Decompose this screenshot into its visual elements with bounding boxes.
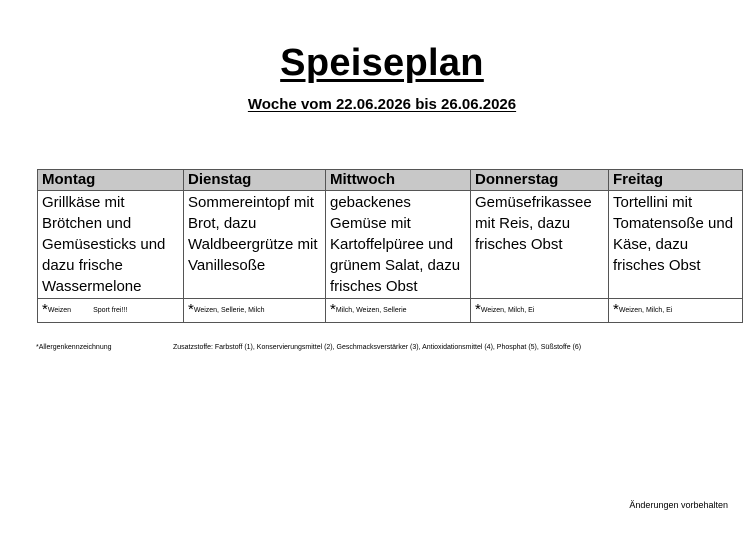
- menu-table: [37, 169, 743, 323]
- meal-thursday: Gemüsefrikassee mit Reis, dazu frisches Obst: [471, 191, 609, 299]
- day-header-tuesday: Dienstag: [184, 170, 326, 191]
- allergen-marker: *: [613, 301, 619, 318]
- meal-tuesday: Sommereintopf mit Brot, dazu Waldbeergrütze mit Vanillesoße: [184, 191, 326, 299]
- allergen-marker: *: [42, 301, 48, 318]
- meal-wednesday: gebackenes Gemüse mit Kartoffelpüree und grünem Salat, dazu frisches Obst: [326, 191, 471, 299]
- allergens-monday: [38, 299, 184, 323]
- day-header-wednesday: Mittwoch: [326, 170, 471, 191]
- allergen-marker: *: [188, 301, 194, 318]
- page-title: Speiseplan: [280, 42, 484, 84]
- allergens-tuesday: [184, 299, 326, 323]
- meal-friday: Tortellini mit Tomatensoße und Käse, dazu frisches Obst: [609, 191, 743, 299]
- allergen-list: Weizen, Milch, Ei: [618, 307, 673, 314]
- allergen-row: [38, 299, 743, 323]
- allergen-marker: *: [330, 301, 336, 318]
- allergens-wednesday: [326, 299, 471, 323]
- meal-row: [38, 191, 743, 299]
- week-range: Woche vom 22.06.2026 bis 26.06.2026: [247, 96, 517, 113]
- allergen-legend: *Allergenkennzeichnung: [36, 344, 112, 351]
- changes-note: Änderungen vorbehalten: [629, 500, 728, 510]
- sport-note: Sport frei!!!: [93, 307, 128, 314]
- allergen-marker: *: [475, 301, 481, 318]
- allergen-list: Weizen, Milch, Ei: [480, 307, 535, 314]
- day-header-friday: Freitag: [609, 170, 743, 191]
- allergens-thursday: [471, 299, 609, 323]
- meal-monday: Grillkäse mit Brötchen und Gemüsesticks und dazu frische Wassermelone: [38, 191, 184, 299]
- additives-legend: Zusatzstoffe: Farbstoff (1), Konservierungsmittel (2), Geschmacksverstärker (3), Antioxidationsmittel (4), Phosphat (5), Süßstoffe (6): [173, 344, 582, 351]
- day-header-thursday: Donnerstag: [471, 170, 609, 191]
- day-header-monday: Montag: [38, 170, 184, 191]
- allergen-list: Weizen, Sellerie, Milch: [193, 307, 265, 314]
- allergens-friday: [609, 299, 743, 323]
- allergen-list: Milch, Weizen, Sellerie: [335, 307, 407, 314]
- allergen-list: Weizen: [47, 307, 72, 314]
- table-header-row: [38, 170, 743, 191]
